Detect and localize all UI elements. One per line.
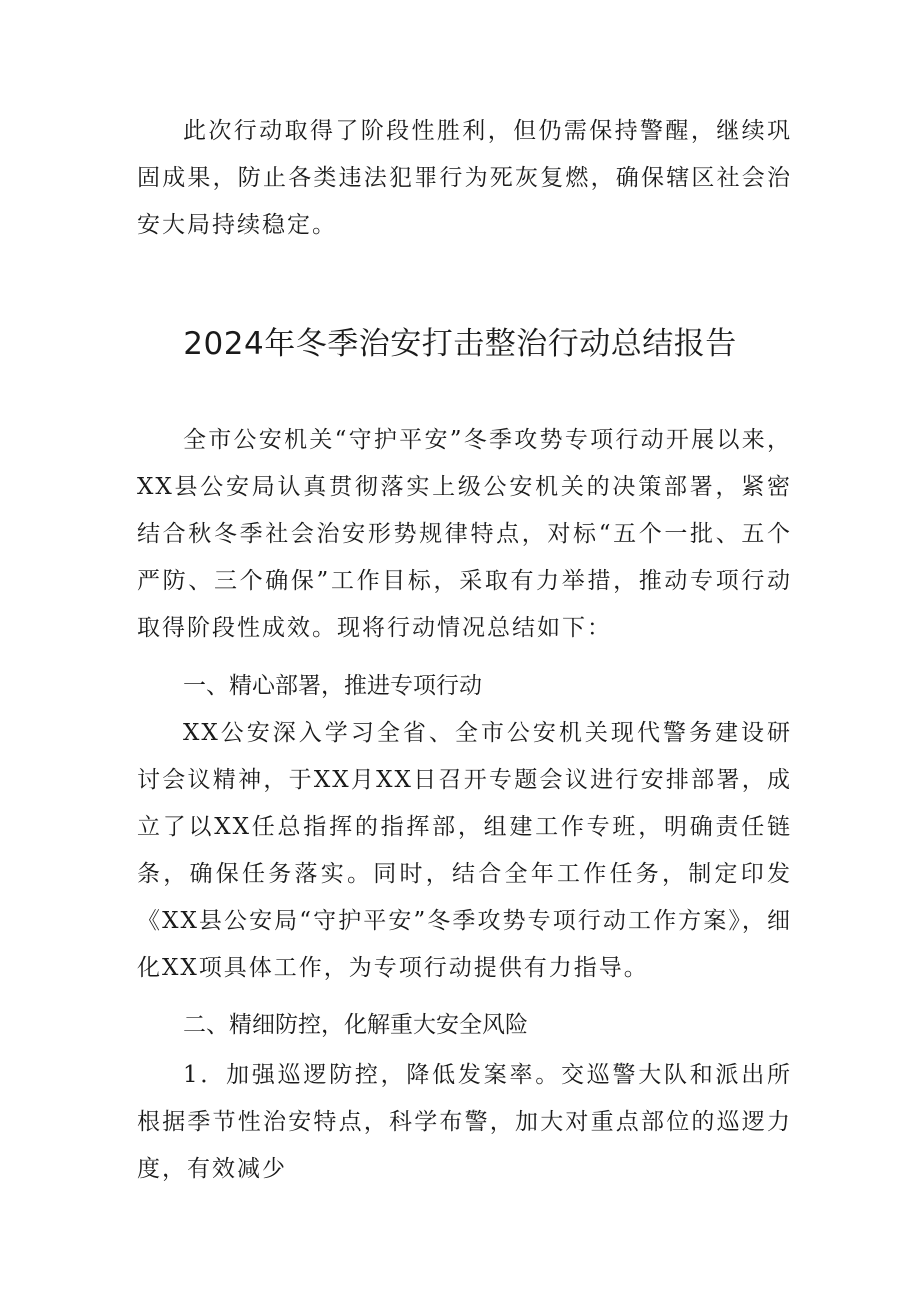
- intro-paragraph: 此次行动取得了阶段性胜利，但仍需保持警醒，继续巩固成果，防止各类违法犯罪行为死灰复燃，确保辖区社会治安大局持续稳定。: [137, 118, 792, 238]
- document-title: 2024年冬季治安打击整治行动总结报告: [183, 326, 737, 362]
- section-heading-1: 一、精心部署，推进专项行动: [183, 673, 482, 699]
- paragraph-patrol: 1．加强巡逻防控，降低发案率。交巡警大队和派出所根据季节性治安特点，科学布警，加大对重点部位的巡逻力度，有效减少: [137, 1062, 792, 1182]
- paragraph-overview: 全市公安机关“守护平安”冬季攻势专项行动开展以来，XX县公安局认真贯彻落实上级公安机关的决策部署，紧密结合秋冬季社会治安形势规律特点，对标“五个一批、五个严防、三个确保”工作目标，采取有力举措，推动专项行动取得阶段性成效。现将行动情况总结如下：: [137, 427, 792, 641]
- paragraph-deployment: XX公安深入学习全省、全市公安机关现代警务建设研讨会议精神，于XX月XX日召开专题会议进行安排部署，成立了以XX任总指挥的指挥部，组建工作专班，明确责任链条，确保任务落实。同时，结合全年工作任务，制定印发《XX县公安局“守护平安”冬季攻势专项行动工作方案》，细化XX项具体工作，为专项行动提供有力指导。: [137, 720, 792, 981]
- section-heading-2: 二、精细防控，化解重大安全风险: [183, 1012, 528, 1038]
